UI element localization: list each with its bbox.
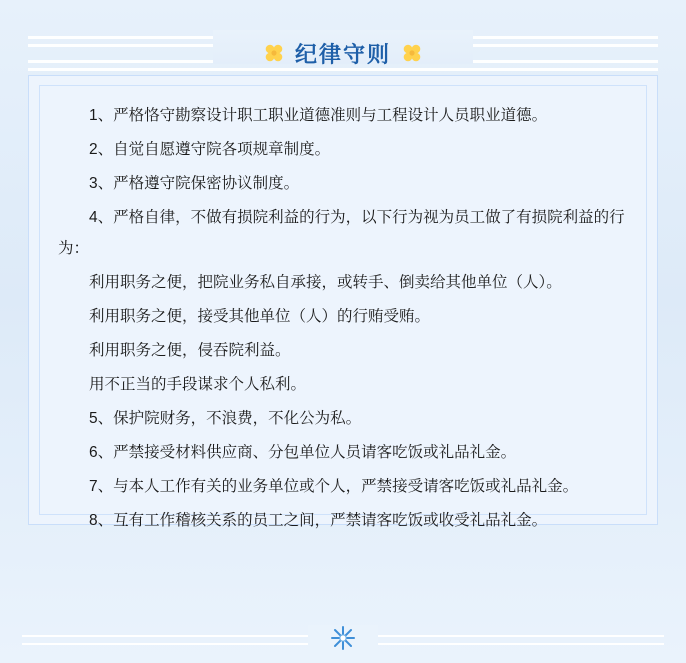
rule-item: 6、严禁接受材料供应商、分包单位人员请客吃饭或礼品礼金。 <box>89 444 517 461</box>
title-band <box>28 30 658 70</box>
rule-sub-item: 利用职务之便，侵吞院利益。 <box>89 342 291 359</box>
rule-sub-item: 用不正当的手段谋求个人私利。 <box>89 376 307 393</box>
rule-sub-item: 利用职务之便，把院业务私自承接，或转手、倒卖给其他单位（人）。 <box>89 274 562 291</box>
snowflake-icon <box>330 625 356 651</box>
page-title: 纪律守则 <box>294 41 391 67</box>
flower-icon <box>401 42 423 64</box>
title-group <box>28 36 658 70</box>
content-card-inner <box>39 85 647 529</box>
rule-item: 1、严格恪守勘察设计职工职业道德准则与工程设计人员职业道德。 <box>89 107 548 124</box>
footer-band <box>0 623 686 663</box>
flower-icon <box>263 42 285 64</box>
rule-item: 8、互有工作稽核关系的员工之间，严禁请客吃饭或收受礼品礼金。 <box>89 512 548 529</box>
rule-item: 4、严格自律，不做有损院利益的行为，以下行为视为员工做了有损院利益的行为： <box>58 209 625 257</box>
rule-sub-item: 利用职务之便，接受其他单位（人）的行贿受贿。 <box>89 308 431 325</box>
rule-item: 7、与本人工作有关的业务单位或个人，严禁接受请客吃饭或礼品礼金。 <box>89 478 579 495</box>
content-card <box>28 75 658 529</box>
rule-item: 3、严格遵守院保密协议制度。 <box>89 175 300 192</box>
rule-item: 5、保护院财务，不浪费，不化公为私。 <box>89 410 362 427</box>
rule-item: 2、自觉自愿遵守院各项规章制度。 <box>89 141 331 158</box>
